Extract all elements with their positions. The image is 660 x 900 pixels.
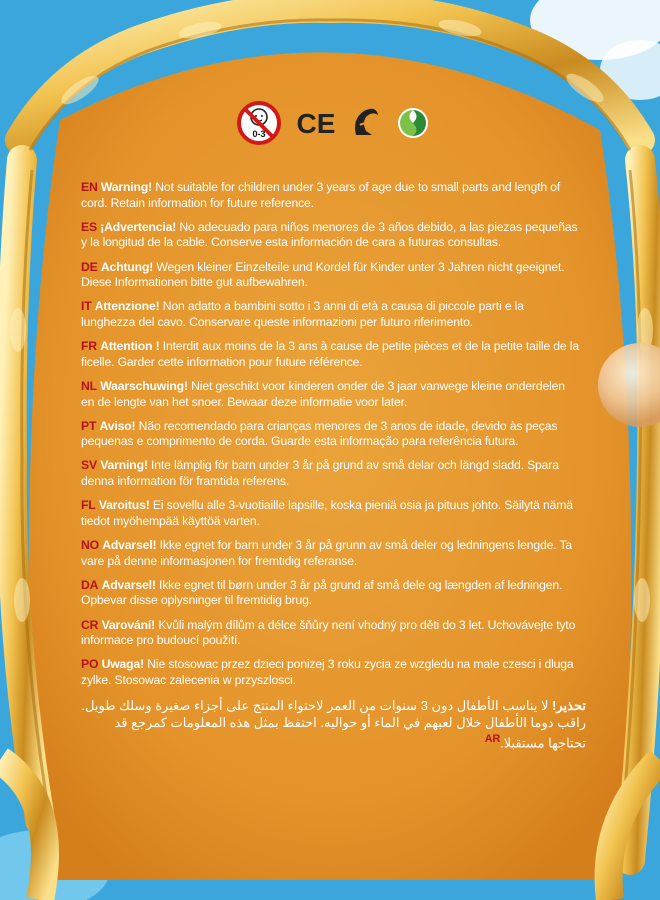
warning-title: Uwaga! (101, 657, 145, 672)
warning-title: Advarsel! (102, 538, 157, 553)
warning-title: Attenzione! (94, 299, 160, 314)
warnings-list (81, 180, 586, 760)
warning-text: Kvůli malým dílům a délce šňůry není vhodný pro děti do 3 let. Uchovávejte tyto informace pro budoucí použití. (81, 617, 576, 648)
age-label: 0-3 (252, 129, 266, 139)
ce-mark-icon (296, 105, 336, 141)
warning-entry-es (81, 220, 581, 251)
warning-title: Varoitus! (98, 498, 150, 513)
warning-text: Nie stosowac przez dzieci ponizej 3 roku zycia ze wzgledu na male czesci i dluga zylke. Stosowac zalecenia w przyszlosci. (81, 657, 574, 687)
warning-entry-fl (81, 498, 581, 529)
warning-title: ¡Advertencia! (100, 219, 177, 234)
warning-title: Achtung! (100, 259, 154, 274)
warning-entry-fr (81, 339, 581, 370)
warning-title: Attention ! (100, 339, 160, 354)
ce-mark-label: CE (296, 108, 336, 139)
language-code: FL (81, 498, 96, 513)
warning-entry-cr (81, 618, 581, 649)
language-code: FR (81, 339, 97, 354)
warning-entry-it (81, 299, 581, 330)
warning-entry-nl (81, 379, 581, 410)
language-code: SV (81, 458, 97, 473)
warning-text: Non adatto a bambini sotto i 3 anni di età a causa di piccole parti e la lunghezza del cavo. Conservare queste informazioni per futuro riferimento. (81, 299, 524, 329)
warning-entry-no (81, 538, 581, 569)
green-dot-recycle-icon (396, 106, 430, 140)
warning-text: Wegen kleiner Einzelteile und Kordel für Kinder unter 3 Jahren nicht geeignet. Diese Informationen bitte gut aufbewahren. (81, 259, 565, 290)
warning-text: Não recomendado para crianças menores de 3 anos de idade, devido às peças pequenas e comprimento de corda. Guarde esta informação para referência futura. (81, 418, 558, 449)
language-code: PO (81, 657, 99, 672)
warning-entry-en (81, 180, 581, 211)
warning-entry-ar (81, 697, 586, 751)
warning-title: تحذير! (552, 698, 586, 714)
warning-text: No adecuado para niños menores de 3 años debido, a las piezas pequeñas y la longitud de la cable. Conserve esta información de cara a futuras consultas. (81, 219, 578, 250)
warning-text: Not suitable for children under 3 years of age due to small parts and length of cord. Retain information for future reference. (81, 180, 561, 210)
warning-entry-sv (81, 458, 581, 489)
warning-entry-da (81, 578, 581, 609)
warning-text: Inte lämplig för barn under 3 år på grund av små delar och längd sladd. Spara denna information för framtida referens. (81, 458, 559, 489)
warning-text: Ei sovellu alle 3-vuotiaille lapsille, koska pieniä osia ja pituus johto. Säilytä nämä tiedot myöhempää käyttöä varten. (81, 498, 573, 528)
warning-entry-de (81, 260, 581, 291)
warning-entry-pt (81, 419, 581, 450)
warning-entry-po (81, 657, 581, 688)
certification-icons (236, 100, 430, 146)
warning-title: Advarsel! (101, 577, 156, 592)
hand-return-icon (350, 105, 382, 141)
age-0-3-warning-icon (236, 100, 282, 146)
warning-text: Ikke egnet for barn under 3 år på grunn av små deler og ledningens lengde. Ta vare på denne informasjonen for fremtidig referanse. (81, 538, 573, 568)
warning-title: Waarschuwing! (100, 378, 188, 393)
warning-title: Warning! (100, 180, 153, 194)
warning-text: Niet geschikt voor kinderen onder de 3 jaar vanwege kleine onderdelen en de lengte van het snoer. Bewaar deze informatie voor later. (81, 378, 565, 409)
language-code: CR (81, 617, 99, 632)
language-code: EN (81, 180, 98, 194)
language-code: ES (81, 219, 97, 234)
warning-title: Aviso! (99, 418, 136, 433)
language-code: PT (81, 418, 97, 433)
language-code: AR (484, 733, 501, 746)
language-code: NO (81, 538, 99, 553)
warning-text: Interdit aux moins de la 3 ans à cause de petite pièces et de la petite taille de la ficelle. Garder cette information pour future référence. (81, 339, 579, 369)
warning-title: Varning! (100, 458, 148, 473)
language-code: DA (81, 577, 99, 592)
warning-title: Varování! (101, 617, 156, 632)
warning-text: Ikke egnet til børn under 3 år på grund af små dele og længden af ledningen. Opbevar disse oplysninger til fremtidig brug. (81, 577, 563, 608)
language-code: DE (81, 259, 98, 274)
language-code: IT (81, 299, 92, 314)
language-code: NL (81, 378, 97, 393)
warning-text: لا يناسب الأطفال دون 3 سنوات من العمر لاحتواء المنتج على أجزاء صغيرة وسلك طويل. راقب دوما الأطفال خلال لعبهم في الماء أو حواليه. احتفظ بمثل هذه المعلومات كمرجع قد تحتاجها مستقبلا. (81, 698, 586, 751)
